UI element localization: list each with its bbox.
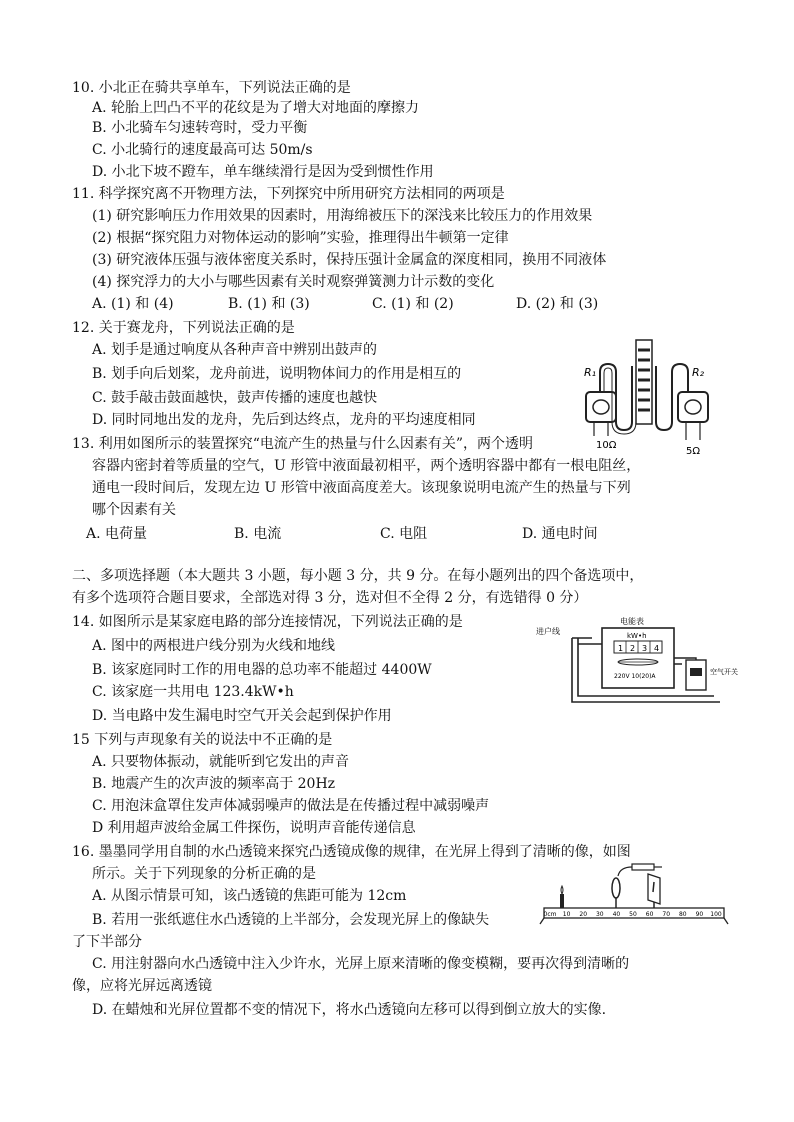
q11-item-4: (4) 探究浮力的大小与哪些因素有关时观察弹簧测力计示数的变化 xyxy=(92,274,495,290)
bench-scale-label: 100 xyxy=(710,911,722,918)
bench-scale-label: 80 xyxy=(678,911,687,918)
q12-option-d: D. 同时同地出发的龙舟，先后到达终点，龙舟的平均速度相同 xyxy=(92,412,476,428)
q14-stem: 14. 如图所示是某家庭电路的部分连接情况，下列说法正确的是 xyxy=(72,614,463,630)
fig-meter-digit-2: 2 xyxy=(630,644,636,653)
q13-option-d: D. 通电时间 xyxy=(522,526,598,542)
fig-r1-label: R₁ xyxy=(584,366,597,379)
q11-option-b: B. (1) 和 (3) xyxy=(228,296,310,312)
q16-line-1: 16. 墨墨同学用自制的水凸透镜来探究凸透镜成像的规律，在光屏上得到了清晰的像，如图 xyxy=(72,844,631,860)
joule-heat-apparatus-figure xyxy=(572,336,722,458)
fig-meter-digit-1: 1 xyxy=(618,644,624,653)
fig-meter-spec: 220V 10(20)A xyxy=(614,673,656,680)
q11-item-3: (3) 研究液体压强与液体密度关系时，保持压强计金属盒的深度相同，换用不同液体 xyxy=(92,252,607,268)
section2-header-line-1: 二、多项选择题（本大题共 3 小题，每小题 3 分，共 9 分。在每小题列出的四个备选项中， xyxy=(72,568,644,584)
q14-option-d: D. 当电路中发生漏电时空气开关会起到保护作用 xyxy=(92,708,392,724)
q10-option-d: D. 小北下坡不蹬车，单车继续滑行是因为受到惯性作用 xyxy=(92,164,434,180)
q16-option-b-1: B. 若用一张纸遮住水凸透镜的上半部分，会发现光屏上的像缺失 xyxy=(92,912,490,928)
q15-option-a: A. 只要物体振动，就能听到它发出的声音 xyxy=(92,754,350,770)
bench-scale-label: 30 xyxy=(595,911,604,918)
q12-stem: 12. 关于赛龙舟，下列说法正确的是 xyxy=(72,320,295,336)
q14-option-a: A. 图中的两根进户线分别为火线和地线 xyxy=(92,638,336,654)
q16-option-b-2: 了下半部分 xyxy=(72,934,142,950)
household-circuit-figure xyxy=(532,614,738,708)
bench-scale-label: 40 xyxy=(612,911,621,918)
q15-option-c: C. 用泡沫盒罩住发声体减弱噪声的做法是在传播过程中减弱噪声 xyxy=(92,798,490,814)
fig-meter-unit: kW•h xyxy=(627,632,647,640)
q11-stem: 11. 科学探究离不开物理方法，下列探究中所用研究方法相同的两项是 xyxy=(72,186,505,202)
fig-breaker-label: 空气开关 xyxy=(710,668,738,676)
q12-option-a: A. 划手是通过响度从各种声音中辨别出鼓声的 xyxy=(92,342,378,358)
q11-item-2: (2) 根据“探究阻力对物体运动的影响”实验，推理得出牛顿第一定律 xyxy=(92,230,509,246)
q13-option-c: C. 电阻 xyxy=(380,526,428,542)
q11-option-d: D. (2) 和 (3) xyxy=(516,296,599,312)
q16-option-c-1: C. 用注射器向水凸透镜中注入少许水，光屏上原来清晰的像变模糊，要再次得到清晰的 xyxy=(92,956,630,972)
fig-inlet-label: 进户线 xyxy=(536,627,560,636)
q15-stem: 15 下列与声现象有关的说法中不正确的是 xyxy=(72,732,333,748)
bench-scale-label: 20 xyxy=(579,911,588,918)
q15-option-b: B. 地震产生的次声波的频率高于 20Hz xyxy=(92,776,336,792)
fig-meter-title: 电能表 xyxy=(620,617,644,626)
q12-option-c: C. 鼓手敲击鼓面越快，鼓声传播的速度也越快 xyxy=(92,390,378,406)
q16-line-2: 所示。关于下列现象的分析正确的是 xyxy=(92,866,316,882)
q16-option-c-2: 像，应将光屏远离透镜 xyxy=(72,978,212,994)
q11-option-c: C. (1) 和 (2) xyxy=(372,296,454,312)
q10-option-b: B. 小北骑车匀速转弯时，受力平衡 xyxy=(92,120,308,136)
q10-stem: 10. 小北正在骑共享单车，下列说法正确的是 xyxy=(72,80,351,96)
bench-scale-label: 50 xyxy=(629,911,637,918)
q14-option-b: B. 该家庭同时工作的用电器的总功率不能超过 4400W xyxy=(92,662,432,678)
q13-line-4: 哪个因素有关 xyxy=(92,502,176,518)
bench-scale-label: 90 xyxy=(695,911,704,918)
q11-option-a: A. (1) 和 (4) xyxy=(92,296,174,312)
fig-meter-digit-3: 3 xyxy=(642,644,648,653)
q16-option-d: D. 在蜡烛和光屏位置都不变的情况下，将水凸透镜向左移可以得到倒立放大的实像. xyxy=(92,1002,607,1018)
q13-line-2: 容器内密封着等质量的空气，U 形管中液面最初相平，两个透明容器中都有一根电阻丝， xyxy=(92,458,641,474)
q14-option-c: C. 该家庭一共用电 123.4kW•h xyxy=(92,684,294,700)
fig-r2-label: R₂ xyxy=(692,366,705,379)
bench-scale-label: 0cm xyxy=(543,911,557,918)
bench-scale-label: 60 xyxy=(645,911,654,918)
fig-meter-digit-4: 4 xyxy=(654,644,660,653)
q16-option-a: A. 从图示情景可知，该凸透镜的焦距可能为 12cm xyxy=(92,888,407,904)
q11-item-1: (1) 研究影响压力作用效果的因素时，用海绵被压下的深浅来比较压力的作用效果 xyxy=(92,208,593,224)
bench-scale-label: 70 xyxy=(662,911,671,918)
section2-header-line-2: 有多个选项符合题目要求，全部选对得 3 分，选对但不全得 2 分，有选错得 0 分） xyxy=(72,590,588,606)
fig-right-resistance: 5Ω xyxy=(686,446,701,457)
q13-option-a: A. 电荷量 xyxy=(86,526,148,542)
q13-line-1: 13. 利用如图所示的装置探究“电流产生的热量与什么因素有关”，两个透明 xyxy=(72,436,534,452)
q15-option-d: D 利用超声波给金属工件探伤，说明声音能传递信息 xyxy=(92,820,416,836)
q13-option-b: B. 电流 xyxy=(234,526,282,542)
bench-scale-label: 10 xyxy=(562,911,571,918)
q10-option-a: A. 轮胎上凹凸不平的花纹是为了增大对地面的摩擦力 xyxy=(92,100,420,116)
q13-line-3: 通电一段时间后，发现左边 U 形管中液面高度差大。该现象说明电流产生的热量与下列 xyxy=(92,480,631,496)
q10-option-c: C. 小北骑行的速度最高可达 50m/s xyxy=(92,142,313,158)
fig-left-resistance: 10Ω xyxy=(596,440,617,451)
optical-bench-figure xyxy=(538,860,730,926)
q12-option-b: B. 划手向后划桨，龙舟前进，说明物体间力的作用是相互的 xyxy=(92,366,462,382)
